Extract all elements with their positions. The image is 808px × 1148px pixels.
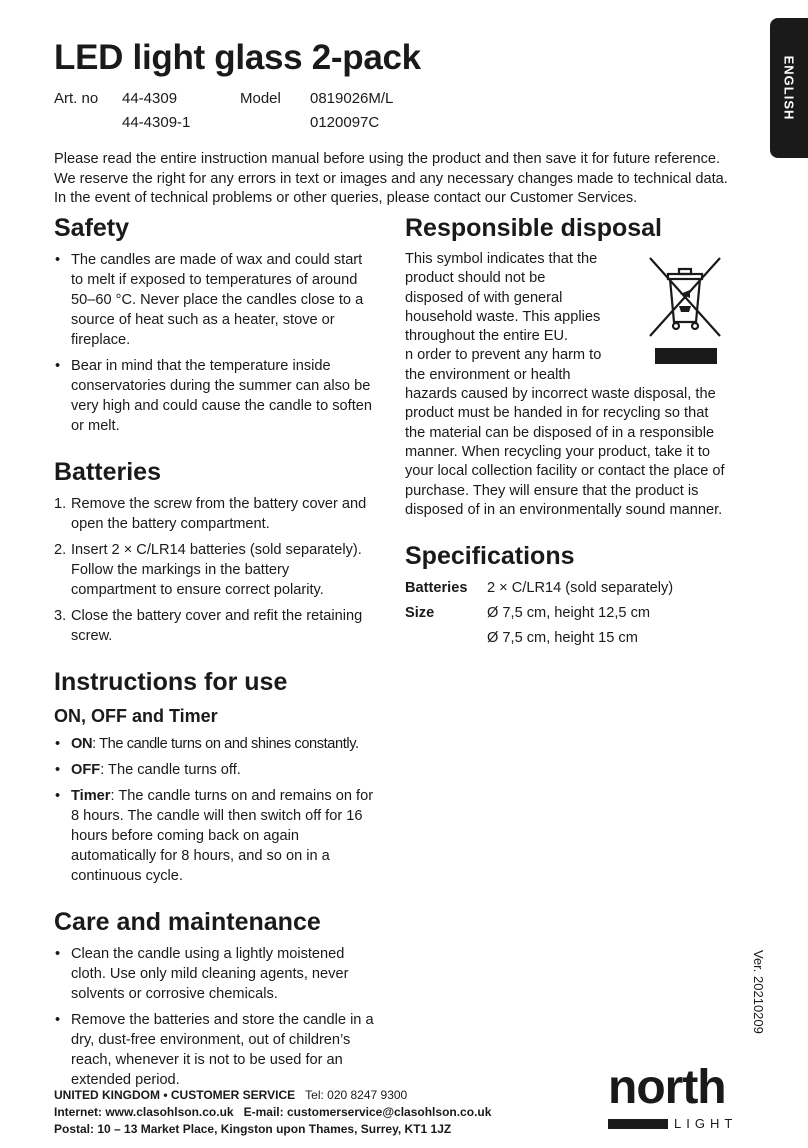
safety-list (54, 250, 374, 436)
spec-label: Batteries (405, 580, 468, 597)
logo-word: north (608, 1061, 726, 1114)
term-text: : The candle turns off. (100, 762, 241, 778)
art-no-1: 44-4309 (122, 90, 178, 107)
model-2: 0120097C (310, 114, 380, 131)
term: Timer (71, 788, 111, 804)
intro-text: Please read the entire instruction manual before using the product and then save it for future reference. We reserve the right for any errors in text or images and any necessary changes made to technical data. In the event of technical problems or other queries, please contact our Customer Services. (54, 151, 728, 206)
list-item (54, 734, 374, 754)
disposal-text-1: This symbol indicates that the product should not be disposed of with general household waste. This applies throughout the entire EU. (405, 251, 601, 345)
list-item (54, 606, 374, 646)
footer-postal: Postal: 10 – 13 Market Place, Kingston upon Thames, Surrey, KT1 1JZ (54, 1122, 452, 1136)
instructions-heading: Instructions for use (54, 668, 288, 696)
list-item: • Remove the batteries and store the candle in a dry, dust-free environment, out of children’s reach, whenever it is not to be used for an extended period. (54, 1010, 374, 1090)
spec-label: Size (405, 605, 435, 622)
specifications-heading: Specifications (405, 542, 575, 571)
disposal-section (405, 250, 725, 520)
step-number: 2. (54, 542, 67, 558)
step-text: Close the battery cover and refit the retaining screw. (71, 608, 363, 644)
step-text: Remove the screw from the battery cover and open the battery compartment. (71, 496, 367, 532)
care-heading: Care and maintenance (54, 908, 321, 936)
list-item (54, 760, 374, 780)
term: ON (71, 736, 93, 752)
spec-row (405, 628, 725, 653)
term-text: : The candle turns on and shines constantly. (92, 736, 359, 752)
language-tab (770, 18, 808, 158)
art-no-label: Art. no (54, 90, 99, 107)
logo-sub: LIGHT (674, 1116, 738, 1131)
disposal-heading: Responsible disposal (405, 214, 663, 242)
list-item: • Clean the candle using a lightly moistened cloth. Use only mild cleaning agents, never solvents or corrosive chemicals. (54, 944, 374, 1004)
logo-bar (608, 1119, 668, 1129)
disposal-text-2: n order to prevent any harm to the environment or health (405, 347, 602, 383)
footer-email: E-mail: customerservice@clasohlson.co.uk (243, 1105, 492, 1119)
right-column (405, 212, 725, 653)
spec-value: Ø 7,5 cm, height 12,5 cm (487, 605, 651, 622)
specifications-table (405, 578, 725, 653)
footer (54, 1087, 491, 1138)
spec-value: 2 × C/LR14 (sold separately) (487, 580, 674, 597)
page-title: LED light glass 2-pack (54, 38, 421, 77)
care-list (54, 944, 374, 1090)
spec-row (405, 603, 725, 628)
model-label: Model (240, 90, 281, 107)
version-label: Ver. 20210209 (751, 950, 766, 1034)
spec-row (405, 578, 725, 603)
term-text: : The candle turns on and remains on for 8 hours. The candle will then switch off for 16 hours before coming back on again automatically for 8 hours, and so on in a continuous cycle. (71, 788, 374, 884)
batteries-heading: Batteries (54, 458, 161, 486)
step-number: 1. (54, 496, 67, 512)
list-item (54, 494, 374, 534)
instructions-list (54, 734, 374, 886)
left-column (54, 212, 374, 1096)
language-label: ENGLISH (781, 55, 797, 121)
model-1: 0819026M/L (310, 90, 394, 107)
step-text: Insert 2 × C/LR14 batteries (sold separately). Follow the markings in the battery compartment to ensure correct polarity. (71, 542, 362, 598)
disposal-text-3: hazards caused by incorrect waste disposal, the product must be handed in for recycling so that the material can be disposed of in a responsible manner. When recycling your product, take it to your local collection facility or contact the place of purchase. They will ensure that the product is disposed of in an environmentally sound manner. (405, 386, 725, 518)
step-number: 3. (54, 608, 67, 624)
art-no-2: 44-4309-1 (122, 114, 191, 131)
northlight-logo (608, 1061, 753, 1138)
spec-value: Ø 7,5 cm, height 15 cm (487, 630, 638, 647)
list-item: • The candles are made of wax and could start to melt if exposed to temperatures of around 50–60 °C. Never place the candles close to a source of heat such as a heater, stove or fireplace. (54, 250, 374, 350)
list-item: • Bear in mind that the temperature inside conservatories during the summer can also be very high and could cause the candle to soften or melt. (54, 356, 374, 436)
batteries-steps (54, 494, 374, 646)
footer-tel: Tel: 020 8247 9300 (305, 1088, 408, 1102)
weee-crossed-bin-icon (645, 250, 725, 365)
list-item (54, 540, 374, 600)
footer-internet: Internet: www.clasohlson.co.uk (54, 1105, 234, 1119)
list-item (54, 786, 374, 886)
instructions-subheading: ON, OFF and Timer (54, 706, 218, 726)
term: OFF (71, 762, 101, 778)
safety-heading: Safety (54, 214, 130, 242)
footer-company: UNITED KINGDOM • CUSTOMER SERVICE (54, 1088, 296, 1102)
